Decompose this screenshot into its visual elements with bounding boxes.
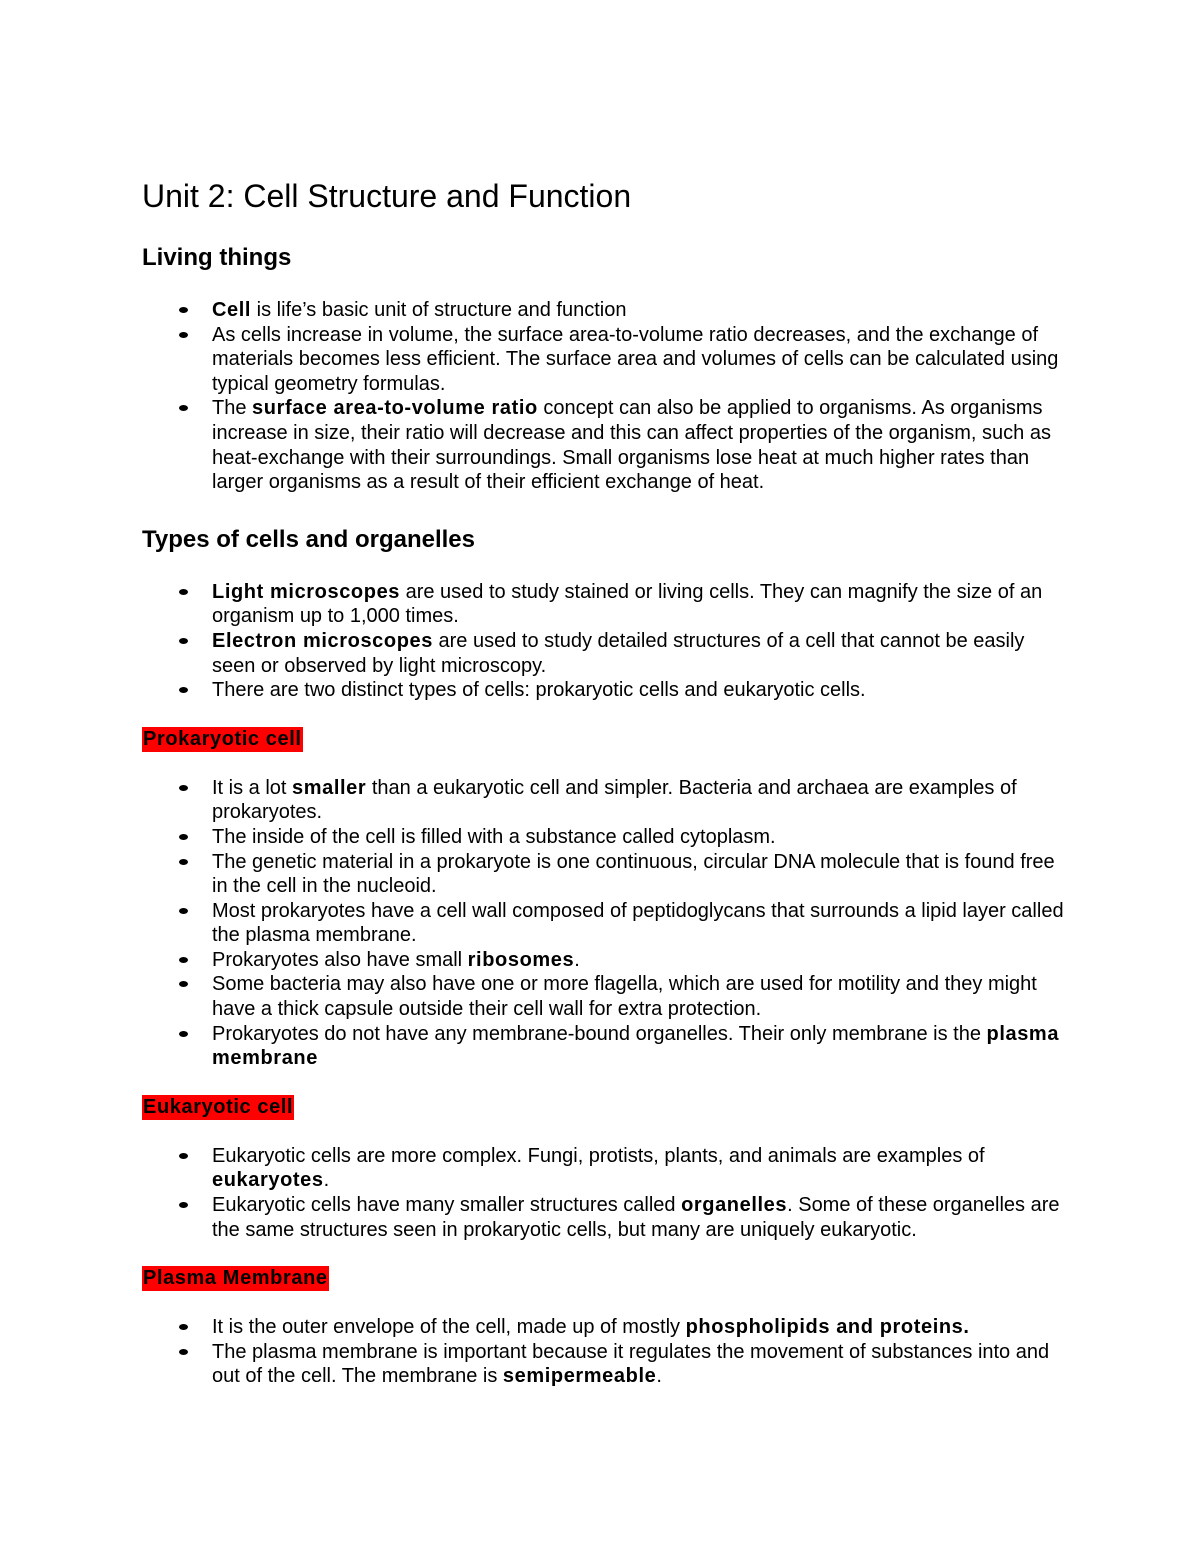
bold-term: phospholipids and proteins. [685,1316,970,1339]
list-item: The surface area-to-volume ratio concept can also be applied to organisms. As organisms increase in size, their ratio will decrease and this can affect properties of the organism, such as heat-exchange with their surroundings. Small organisms lose heat at much higher rates than larger organisms as a result of their efficient exchange of heat. [142,396,1072,494]
list-item: Most prokaryotes have a cell wall composed of peptidoglycans that surrounds a lipid layer called the plasma membrane. [142,899,1072,948]
list-item: Prokaryotes do not have any membrane-bound organelles. Their only membrane is the plasma membrane [142,1022,1072,1071]
living-things-list [142,298,1072,495]
bold-term: ribosomes [467,948,575,971]
bold-term: eukaryotes [212,1169,324,1192]
bold-term: organelles [681,1194,788,1217]
bold-term: Cell [212,299,252,321]
eukaryotic-list [142,1144,1072,1242]
bold-term: smaller [292,776,367,799]
heading-types-of-cells: Types of cells and organelles [142,525,475,553]
subheading-plasma-wrap [142,1266,1072,1292]
list-item: Eukaryotic cells have many smaller structures called organelles. Some of these organelles are the same structures seen in prokaryotic cells, but many are uniquely eukaryotic. [142,1193,1072,1242]
list-item: It is a lot smaller than a eukaryotic cell and simpler. Bacteria and archaea are examples of prokaryotes. [142,776,1072,825]
list-item: The plasma membrane is important because it regulates the movement of substances into and out of the cell. The membrane is semipermeable. [142,1340,1072,1389]
document-page [142,172,1072,1389]
list-item: As cells increase in volume, the surface area-to-volume ratio decreases, and the exchange of materials becomes less efficient. The surface area and volumes of cells can be calculated using typical geometry formulas. [142,323,1072,397]
list-item: The inside of the cell is filled with a substance called cytoplasm. [142,825,1072,850]
subheading-eukaryotic-wrap [142,1095,1072,1121]
bold-term: surface area-to-volume ratio [252,397,538,420]
list-item: Light microscopes are used to study stained or living cells. They can magnify the size of an organism up to 1,000 times. [142,580,1072,629]
subheading-prokaryotic-cell: Prokaryotic cell [143,727,302,750]
list-item: Prokaryotes also have small ribosomes. [142,948,1072,973]
bold-term: semipermeable [502,1365,657,1388]
bold-term: Electron microscopes [212,629,433,652]
list-item: There are two distinct types of cells: prokaryotic cells and eukaryotic cells. [142,678,1072,703]
list-item: Electron microscopes are used to study detailed structures of a cell that cannot be easily seen or observed by light microscopy. [142,629,1072,678]
list-item: Cell is life’s basic unit of structure and function [142,298,1072,323]
document-title: Unit 2: Cell Structure and Function [142,178,632,214]
list-item: The genetic material in a prokaryote is one continuous, circular DNA molecule that is found free in the cell in the nucleoid. [142,850,1072,899]
plasma-membrane-list [142,1315,1072,1389]
heading-living-things: Living things [142,244,292,271]
list-item: Some bacteria may also have one or more flagella, which are used for motility and they might have a thick capsule outside their cell wall for extra protection. [142,972,1072,1021]
prokaryotic-list [142,776,1072,1071]
list-item: Eukaryotic cells are more complex. Fungi, protists, plants, and animals are examples of eukaryotes. [142,1144,1072,1193]
types-of-cells-list [142,580,1072,703]
bold-term: plasma membrane [212,1022,1060,1070]
bold-term: Light microscopes [212,580,401,603]
subheading-prokaryotic-wrap [142,727,1072,753]
subheading-eukaryotic-cell: Eukaryotic cell [143,1095,294,1118]
list-item: It is the outer envelope of the cell, made up of mostly phospholipids and proteins. [142,1315,1072,1340]
subheading-plasma-membrane: Plasma Membrane [143,1267,328,1290]
